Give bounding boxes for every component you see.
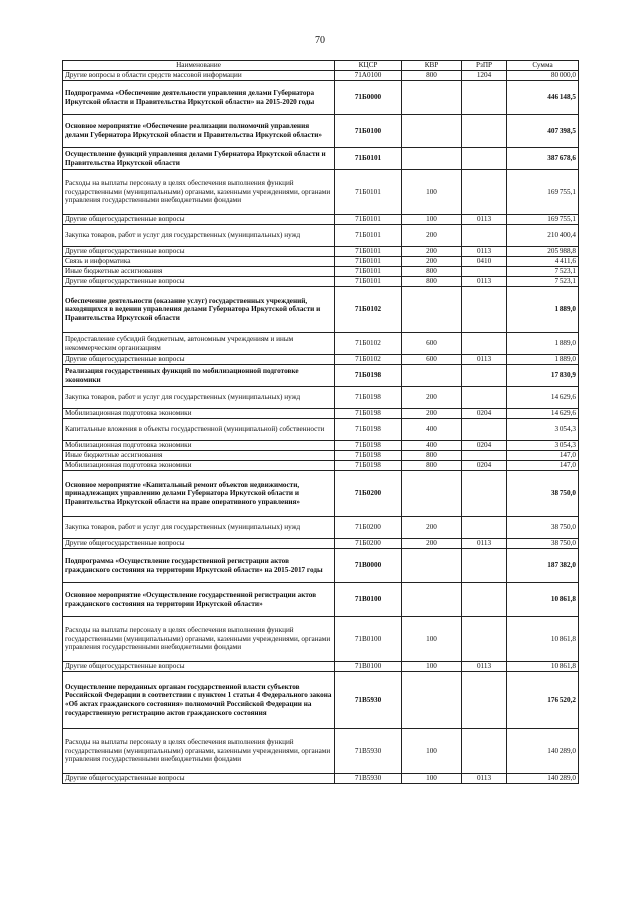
cell-kcsr: 71Б0101 xyxy=(335,148,402,170)
table-row xyxy=(63,672,579,729)
cell-sum: 14 629,6 xyxy=(507,409,579,419)
cell-rzpr xyxy=(462,115,507,148)
cell-rzpr: 0113 xyxy=(462,215,507,225)
cell-kcsr: 71Б0200 xyxy=(335,471,402,517)
cell-rzpr: 0410 xyxy=(462,257,507,267)
cell-sum: 1 889,0 xyxy=(507,287,579,333)
table-row xyxy=(63,774,579,784)
cell-rzpr xyxy=(462,471,507,517)
table-row xyxy=(63,451,579,461)
cell-sum: 1 889,0 xyxy=(507,333,579,355)
cell-rzpr xyxy=(462,517,507,539)
table-row xyxy=(63,662,579,672)
cell-rzpr xyxy=(462,583,507,617)
cell-rzpr xyxy=(462,451,507,461)
table-row xyxy=(63,225,579,247)
cell-kcsr: 71Б0198 xyxy=(335,419,402,441)
table-row xyxy=(63,583,579,617)
cell-sum: 205 988,8 xyxy=(507,247,579,257)
header-sum: Сумма xyxy=(507,61,579,71)
cell-kcsr: 71Б0198 xyxy=(335,451,402,461)
cell-kvr: 200 xyxy=(402,409,462,419)
cell-name: Мобилизационная подготовка экономики xyxy=(63,441,335,451)
cell-sum: 1 889,0 xyxy=(507,355,579,365)
cell-kcsr: 71Б0000 xyxy=(335,81,402,115)
cell-name: Мобилизационная подготовка экономики xyxy=(63,461,335,471)
page-number: 70 xyxy=(315,35,325,46)
cell-name: Другие общегосударственные вопросы xyxy=(63,247,335,257)
cell-kcsr: 71Б0198 xyxy=(335,365,402,387)
cell-kvr: 600 xyxy=(402,355,462,365)
cell-kvr: 200 xyxy=(402,225,462,247)
cell-rzpr: 0204 xyxy=(462,441,507,451)
cell-kvr xyxy=(402,365,462,387)
cell-kvr: 100 xyxy=(402,170,462,215)
cell-kvr xyxy=(402,549,462,583)
cell-name: Основное мероприятие «Обеспечение реализации полномочий управления делами Губернатора Иркутской области и Правительства Иркутской области» xyxy=(63,115,335,148)
table-row xyxy=(63,170,579,215)
cell-kcsr: 71Б0100 xyxy=(335,115,402,148)
table-row xyxy=(63,461,579,471)
cell-kcsr: 71В0100 xyxy=(335,662,402,672)
table-row xyxy=(63,81,579,115)
cell-kvr: 800 xyxy=(402,461,462,471)
cell-name: Расходы на выплаты персоналу в целях обеспечения выполнения функций государственными (муниципальными) органами, казенными учреждениями, органами управления государственными внебюджетными фондами xyxy=(63,729,335,774)
cell-sum: 210 400,4 xyxy=(507,225,579,247)
table-row xyxy=(63,471,579,517)
cell-rzpr: 0113 xyxy=(462,774,507,784)
cell-sum: 169 755,1 xyxy=(507,170,579,215)
table-row xyxy=(63,115,579,148)
cell-kcsr: 71Б0101 xyxy=(335,267,402,277)
cell-kvr: 400 xyxy=(402,419,462,441)
cell-rzpr: 1204 xyxy=(462,71,507,81)
cell-name: Другие общегосударственные вопросы xyxy=(63,277,335,287)
cell-sum: 140 289,0 xyxy=(507,774,579,784)
cell-rzpr: 0204 xyxy=(462,461,507,471)
table-row xyxy=(63,267,579,277)
cell-kcsr: 71Б0200 xyxy=(335,539,402,549)
cell-kcsr: 71Б0101 xyxy=(335,215,402,225)
cell-kvr: 100 xyxy=(402,729,462,774)
cell-name: Иные бюджетные ассигнования xyxy=(63,451,335,461)
cell-name: Предоставление субсидий бюджетным, автономным учреждениям и иным некоммерческим организациям xyxy=(63,333,335,355)
cell-name: Основное мероприятие «Осуществление государственной регистрации актов гражданского состояния на территории Иркутской области» xyxy=(63,583,335,617)
cell-kvr xyxy=(402,287,462,333)
cell-kcsr: 71А0100 xyxy=(335,71,402,81)
table-row xyxy=(63,247,579,257)
table-row xyxy=(63,355,579,365)
cell-kvr: 200 xyxy=(402,247,462,257)
cell-kvr: 400 xyxy=(402,441,462,451)
cell-rzpr: 0113 xyxy=(462,247,507,257)
cell-kvr: 800 xyxy=(402,277,462,287)
table-row xyxy=(63,419,579,441)
table-row xyxy=(63,215,579,225)
cell-kvr: 200 xyxy=(402,387,462,409)
cell-sum: 38 750,0 xyxy=(507,517,579,539)
cell-name: Основное мероприятие «Капитальный ремонт объектов недвижимости, принадлежащих управлению делами Губернатора Иркутской области и Правительства Иркутской области на праве оперативного управления» xyxy=(63,471,335,517)
table-row xyxy=(63,441,579,451)
cell-name: Обеспечение деятельности (оказание услуг) государственных учреждений, находящихся в ведении управления делами Губернатора Иркутской области и Правительства Иркутской области xyxy=(63,287,335,333)
cell-sum: 7 523,1 xyxy=(507,267,579,277)
cell-kvr xyxy=(402,81,462,115)
cell-kvr xyxy=(402,672,462,729)
cell-name: Другие общегосударственные вопросы xyxy=(63,662,335,672)
cell-rzpr: 0204 xyxy=(462,409,507,419)
cell-kvr: 800 xyxy=(402,267,462,277)
cell-sum: 80 000,0 xyxy=(507,71,579,81)
cell-rzpr xyxy=(462,365,507,387)
cell-name: Подпрограмма «Осуществление государственной регистрации актов гражданского состояния на территории Иркутской области» на 2015-2017 годы xyxy=(63,549,335,583)
cell-kvr: 100 xyxy=(402,617,462,662)
table-row xyxy=(63,549,579,583)
table-row xyxy=(63,729,579,774)
cell-kcsr: 71Б0101 xyxy=(335,225,402,247)
cell-rzpr xyxy=(462,81,507,115)
table-row xyxy=(63,387,579,409)
cell-sum: 187 382,0 xyxy=(507,549,579,583)
table-row xyxy=(63,333,579,355)
cell-kcsr: 71Б0101 xyxy=(335,247,402,257)
cell-sum: 140 289,0 xyxy=(507,729,579,774)
cell-kvr: 600 xyxy=(402,333,462,355)
cell-rzpr xyxy=(462,170,507,215)
cell-kvr xyxy=(402,583,462,617)
cell-sum: 3 054,3 xyxy=(507,441,579,451)
table-row xyxy=(63,277,579,287)
cell-name: Капитальные вложения в объекты государственной (муниципальной) собственности xyxy=(63,419,335,441)
cell-kvr xyxy=(402,471,462,517)
cell-rzpr xyxy=(462,549,507,583)
cell-kvr: 200 xyxy=(402,539,462,549)
cell-kvr: 800 xyxy=(402,451,462,461)
table-row xyxy=(63,71,579,81)
cell-name: Осуществление переданных органам государственной власти субъектов Российской Федерации в соответствии с пунктом 1 статьи 4 Федерального закона «Об актах гражданского состояния» полномочий Российской Федерации на государственную регистрацию актов гражданского состояния xyxy=(63,672,335,729)
cell-name: Другие общегосударственные вопросы xyxy=(63,215,335,225)
cell-name: Реализация государственных функций по мобилизационной подготовке экономики xyxy=(63,365,335,387)
cell-sum: 147,0 xyxy=(507,451,579,461)
cell-name: Закупка товаров, работ и услуг для государственных (муниципальных) нужд xyxy=(63,517,335,539)
table-row xyxy=(63,257,579,267)
cell-sum: 38 750,0 xyxy=(507,539,579,549)
cell-rzpr xyxy=(462,333,507,355)
cell-kcsr: 71В5930 xyxy=(335,729,402,774)
cell-name: Другие вопросы в области средств массовой информации xyxy=(63,71,335,81)
cell-rzpr: 0113 xyxy=(462,662,507,672)
cell-sum: 7 523,1 xyxy=(507,277,579,287)
cell-rzpr xyxy=(462,287,507,333)
cell-sum: 387 678,6 xyxy=(507,148,579,170)
cell-kcsr: 71В5930 xyxy=(335,672,402,729)
cell-kcsr: 71Б0200 xyxy=(335,517,402,539)
table-row xyxy=(63,517,579,539)
cell-kcsr: 71Б0198 xyxy=(335,441,402,451)
table-header-row xyxy=(63,61,579,71)
cell-sum: 169 755,1 xyxy=(507,215,579,225)
header-kvr: КВР xyxy=(402,61,462,71)
table-row xyxy=(63,148,579,170)
cell-kcsr: 71Б0198 xyxy=(335,387,402,409)
cell-name: Расходы на выплаты персоналу в целях обеспечения выполнения функций государственными (муниципальными) органами, казенными учреждениями, органами управления государственными внебюджетными фондами xyxy=(63,617,335,662)
cell-kcsr: 71Б0198 xyxy=(335,461,402,471)
cell-kcsr: 71В0100 xyxy=(335,617,402,662)
cell-rzpr xyxy=(462,617,507,662)
cell-rzpr: 0113 xyxy=(462,539,507,549)
header-kcsr: КЦСР xyxy=(335,61,402,71)
cell-rzpr xyxy=(462,729,507,774)
budget-table xyxy=(62,60,579,784)
cell-name: Связь и информатика xyxy=(63,257,335,267)
cell-rzpr: 0113 xyxy=(462,277,507,287)
table-row xyxy=(63,539,579,549)
cell-sum: 14 629,6 xyxy=(507,387,579,409)
cell-kvr xyxy=(402,115,462,148)
cell-kcsr: 71В0000 xyxy=(335,549,402,583)
cell-rzpr xyxy=(462,419,507,441)
cell-sum: 38 750,0 xyxy=(507,471,579,517)
cell-kvr: 800 xyxy=(402,71,462,81)
cell-sum: 10 861,8 xyxy=(507,583,579,617)
table-row xyxy=(63,617,579,662)
cell-kcsr: 71Б0102 xyxy=(335,333,402,355)
cell-rzpr: 0113 xyxy=(462,355,507,365)
cell-kcsr: 71Б0101 xyxy=(335,170,402,215)
cell-name: Иные бюджетные ассигнования xyxy=(63,267,335,277)
header-rzpr: РзПР xyxy=(462,61,507,71)
cell-kcsr: 71Б0102 xyxy=(335,355,402,365)
cell-rzpr xyxy=(462,387,507,409)
cell-kvr xyxy=(402,148,462,170)
cell-name: Мобилизационная подготовка экономики xyxy=(63,409,335,419)
cell-name: Расходы на выплаты персоналу в целях обеспечения выполнения функций государственными (муниципальными) органами, казенными учреждениями, органами управления государственными внебюджетными фондами xyxy=(63,170,335,215)
cell-rzpr xyxy=(462,267,507,277)
cell-name: Другие общегосударственные вопросы xyxy=(63,355,335,365)
cell-sum: 147,0 xyxy=(507,461,579,471)
cell-sum: 10 861,8 xyxy=(507,662,579,672)
cell-kvr: 200 xyxy=(402,257,462,267)
cell-kvr: 100 xyxy=(402,774,462,784)
cell-sum: 446 148,5 xyxy=(507,81,579,115)
cell-sum: 4 411,6 xyxy=(507,257,579,267)
header-name: Наименование xyxy=(63,61,335,71)
cell-kvr: 100 xyxy=(402,662,462,672)
cell-kcsr: 71Б0101 xyxy=(335,277,402,287)
cell-sum: 176 520,2 xyxy=(507,672,579,729)
cell-kcsr: 71Б0102 xyxy=(335,287,402,333)
cell-sum: 3 054,3 xyxy=(507,419,579,441)
table-row xyxy=(63,409,579,419)
cell-rzpr xyxy=(462,148,507,170)
cell-name: Подпрограмма «Обеспечение деятельности управления делами Губернатора Иркутской области и Правительства Иркутской области» на 2015-2020 годы xyxy=(63,81,335,115)
cell-sum: 407 398,5 xyxy=(507,115,579,148)
cell-name: Закупка товаров, работ и услуг для государственных (муниципальных) нужд xyxy=(63,225,335,247)
cell-kvr: 100 xyxy=(402,215,462,225)
cell-rzpr xyxy=(462,225,507,247)
cell-kcsr: 71Б0101 xyxy=(335,257,402,267)
cell-kcsr: 71В5930 xyxy=(335,774,402,784)
cell-kcsr: 71В0100 xyxy=(335,583,402,617)
cell-name: Закупка товаров, работ и услуг для государственных (муниципальных) нужд xyxy=(63,387,335,409)
cell-rzpr xyxy=(462,672,507,729)
cell-kvr: 200 xyxy=(402,517,462,539)
cell-sum: 10 861,8 xyxy=(507,617,579,662)
cell-kcsr: 71Б0198 xyxy=(335,409,402,419)
cell-name: Осуществление функций управления делами Губернатора Иркутской области и Правительства Иркутской области xyxy=(63,148,335,170)
cell-sum: 17 830,9 xyxy=(507,365,579,387)
cell-name: Другие общегосударственные вопросы xyxy=(63,774,335,784)
table-row xyxy=(63,365,579,387)
cell-name: Другие общегосударственные вопросы xyxy=(63,539,335,549)
table-row xyxy=(63,287,579,333)
table-body xyxy=(63,71,579,784)
